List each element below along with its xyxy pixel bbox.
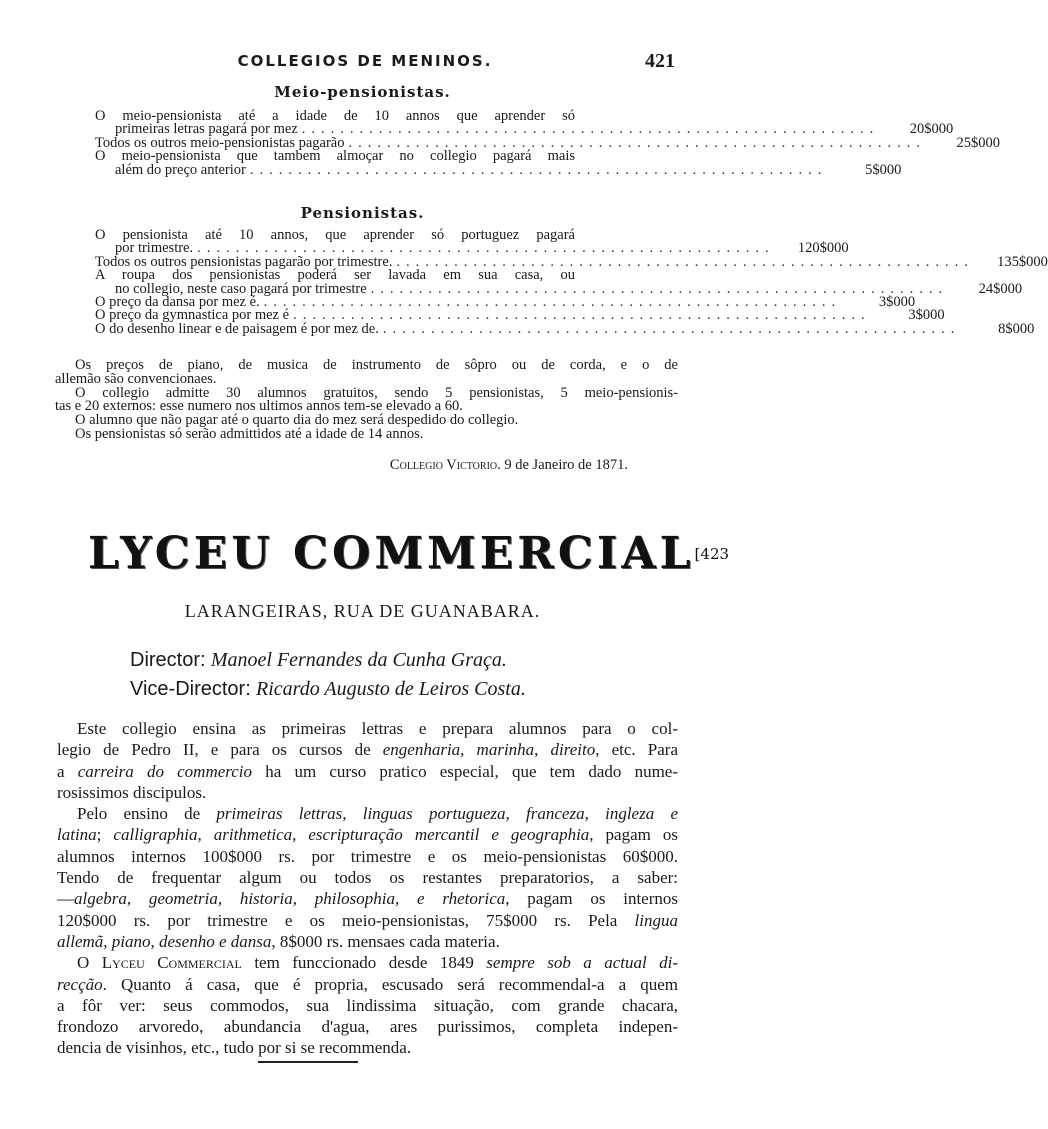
- lyceu-address: LARANGEIRAS, RUA DE GUANABARA.: [184, 601, 541, 621]
- italic-text: sempre sob a actual di-: [486, 953, 679, 973]
- collegio-notes: [55, 359, 678, 473]
- meio-pensionistas-fee-table: [95, 108, 1000, 178]
- note-line: allemão são convencionaes.: [55, 370, 217, 387]
- fee-amount: 25$000: [956, 134, 1000, 151]
- vice-director-line: [130, 676, 526, 701]
- text-segment: ha um curso pratico especial, que tem dado nume-: [252, 761, 679, 781]
- leader-dots: ............................................................: [197, 240, 775, 257]
- text-line: [57, 995, 678, 1016]
- text-segment: alumnos internos 100$000 rs. por trimestre e os meio-pensionistas 60$000.: [57, 846, 678, 866]
- fee-row: [95, 161, 902, 178]
- leader-dots: ............................................................: [301, 121, 880, 138]
- text-line: [57, 974, 678, 995]
- fee-description: Todos os outros pensionistas pagarão por trimestre.: [95, 253, 393, 270]
- text-line: [57, 846, 678, 867]
- fee-amount: 3$000: [908, 307, 945, 324]
- leader-dots: ............................................................: [293, 307, 871, 324]
- text-segment: Pelo ensino de: [77, 804, 217, 824]
- text-line: [57, 761, 678, 782]
- italic-text: direito: [550, 740, 596, 760]
- fee-description: O preço da dansa por mez é.: [95, 293, 260, 310]
- italic-text: lingua: [634, 910, 678, 930]
- text-segment: tem funccionado desde 1849: [241, 953, 487, 973]
- text-segment: , pagam os: [589, 825, 678, 845]
- text-segment: Este collegio ensina as primeiras lettras e prepara alumnos para o col-: [77, 719, 678, 738]
- leader-dots: ............................................................: [396, 253, 974, 270]
- fee-description: O meio-pensionista até a idade de 10 annos que aprender só: [95, 108, 575, 124]
- italic-text: allemã, piano, desenho e dansa: [57, 931, 272, 951]
- text-segment: rosissimos discipulos.: [57, 782, 207, 802]
- note-line: Os pensionistas só serão admittidos até a idade de 14 annos.: [75, 425, 424, 442]
- italic-text: recção: [57, 974, 103, 994]
- fee-description: O meio-pensionista que tambem almoçar no collegio pagará mais: [95, 148, 575, 165]
- text-segment: legio de Pedro II, e para os cursos de: [57, 740, 383, 760]
- section-divider: [258, 1061, 358, 1063]
- director-line: [130, 647, 507, 672]
- text-line: [57, 803, 678, 824]
- text-line: [57, 910, 678, 931]
- note-line: tas e 20 externos: esse numero nos ultimos annos tem-se elevado a 60.: [55, 398, 463, 415]
- text-segment: dencia de visinhos, etc., tudo por si se recommenda.: [57, 1038, 412, 1058]
- text-segment: , 8$000 rs. mensaes cada materia.: [271, 931, 500, 951]
- text-segment: 120$000 rs. por trimestre e os meio-pensionistas, 75$000 rs. Pela: [57, 910, 635, 930]
- italic-text: primeiras lettras, linguas portugueza, franceza, ingleza e: [216, 804, 679, 824]
- text-line: [57, 952, 678, 973]
- leader-dots: ............................................................: [348, 134, 926, 151]
- text-segment: —: [57, 889, 74, 909]
- signature: [55, 457, 678, 473]
- text-line: [57, 824, 678, 845]
- fee-row: [95, 320, 1035, 337]
- fee-amount: 20$000: [909, 121, 954, 138]
- director-name: Manoel Fernandes da Cunha Graça.: [210, 649, 507, 671]
- lyceu-description: [57, 718, 678, 1059]
- fee-amount: 135$000: [997, 253, 1048, 270]
- pensionistas-fee-table: [95, 227, 1048, 337]
- director-label: Director:: [130, 649, 206, 671]
- signature-date: 9 de Janeiro de 1871.: [504, 456, 628, 473]
- meio-pensionistas-heading: Meio-pensionistas.: [274, 83, 451, 101]
- fee-amount: 8$000: [998, 320, 1035, 337]
- text-segment: , pagam os internos: [505, 889, 678, 909]
- leader-dots: ............................................................: [249, 161, 828, 178]
- fee-description: O pensionista até 10 annos, que aprender só portuguez pagará: [95, 227, 575, 243]
- text-line: [57, 867, 678, 888]
- text-segment: a fôr ver: seus commodos, sua lindissima situação, com grande chacara,: [57, 995, 678, 1015]
- fee-description: O do desenho linear e de paisagem é por mez de.: [95, 320, 379, 337]
- leader-dots: ............................................................: [370, 280, 949, 297]
- lyceu-title-text: LYCEU COMMERCIAL: [88, 528, 695, 579]
- note-line: O collegio admitte 30 alumnos gratuitos, sendo 5 pensionistas, 5 meio-pensionis-: [75, 384, 678, 401]
- fee-description: no collegio, neste caso pagará por trimestre: [115, 280, 367, 297]
- text-segment: frondozo arvoredo, abundancia d'agua, ares purissimos, completa indepen-: [57, 1017, 678, 1037]
- running-title: COLLEGIOS DE MENINOS.: [237, 52, 493, 70]
- text-line: [57, 1037, 678, 1058]
- text-line: [57, 739, 678, 760]
- pensionistas-heading: Pensionistas.: [300, 204, 425, 222]
- lyceu-title: [88, 528, 729, 580]
- text-line: [57, 888, 678, 909]
- fee-amount: 3$000: [878, 293, 916, 310]
- fee-description: primeiras letras pagará por mez: [115, 121, 298, 138]
- text-line: [57, 931, 678, 952]
- fee-description: O preço da gymnastica por mez é: [95, 307, 290, 324]
- note-line: Os preços de piano, de musica de instrumento de sôpro ou de corda, e o de: [75, 357, 678, 373]
- fee-description: A roupa dos pensionistas poderá ser lavada em sua casa, ou: [95, 267, 575, 284]
- signature-name: Collegio Victorio.: [389, 456, 501, 473]
- text-line: [57, 718, 678, 739]
- text-segment: . Quanto á casa, que é propria, escusado será recommendal-a a quem: [102, 974, 678, 994]
- reference-number: [423: [694, 545, 730, 563]
- note-line: O alumno que não pagar até o quarto dia do mez será despedido do collegio.: [75, 412, 519, 429]
- italic-text: marinha: [476, 740, 535, 760]
- italic-text: carreira do commercio: [77, 761, 253, 781]
- fee-amount: 120$000: [797, 240, 849, 257]
- leader-dots: ............................................................: [382, 320, 961, 337]
- page-number: 421: [645, 50, 675, 72]
- italic-text: engenharia: [382, 740, 461, 760]
- text-segment: O: [77, 953, 102, 973]
- text-segment: ,: [460, 740, 477, 760]
- text-line: [57, 782, 678, 803]
- italic-text: calligraphia, arithmetica, escripturação mercantil e geographia: [113, 825, 590, 845]
- fee-amount: 24$000: [978, 280, 1023, 297]
- italic-text: latina: [57, 825, 97, 845]
- fee-description: além do preço anterior: [115, 161, 246, 178]
- text-line: [57, 1016, 678, 1037]
- fee-description: Todos os outros meio-pensionistas pagarão: [95, 134, 345, 151]
- text-segment: Tendo de frequentar algum ou todos os restantes preparatorios, a saber:: [57, 868, 678, 888]
- text-segment: , etc. Para: [595, 740, 679, 760]
- vice-director-name: Ricardo Augusto de Leiros Costa.: [256, 678, 526, 700]
- text-segment: ,: [534, 740, 551, 760]
- text-segment: ;: [96, 825, 114, 845]
- vice-director-label: Vice-Director:: [130, 678, 251, 700]
- italic-text: algebra, geometria, historia, philosophia, e rhetorica: [74, 889, 506, 909]
- leader-dots: ............................................................: [263, 293, 842, 310]
- text-segment: a: [57, 761, 78, 781]
- fee-description: por trimestre.: [115, 240, 194, 257]
- small-caps-text: Lyceu Commercial: [101, 953, 242, 973]
- fee-amount: 5$000: [865, 161, 902, 178]
